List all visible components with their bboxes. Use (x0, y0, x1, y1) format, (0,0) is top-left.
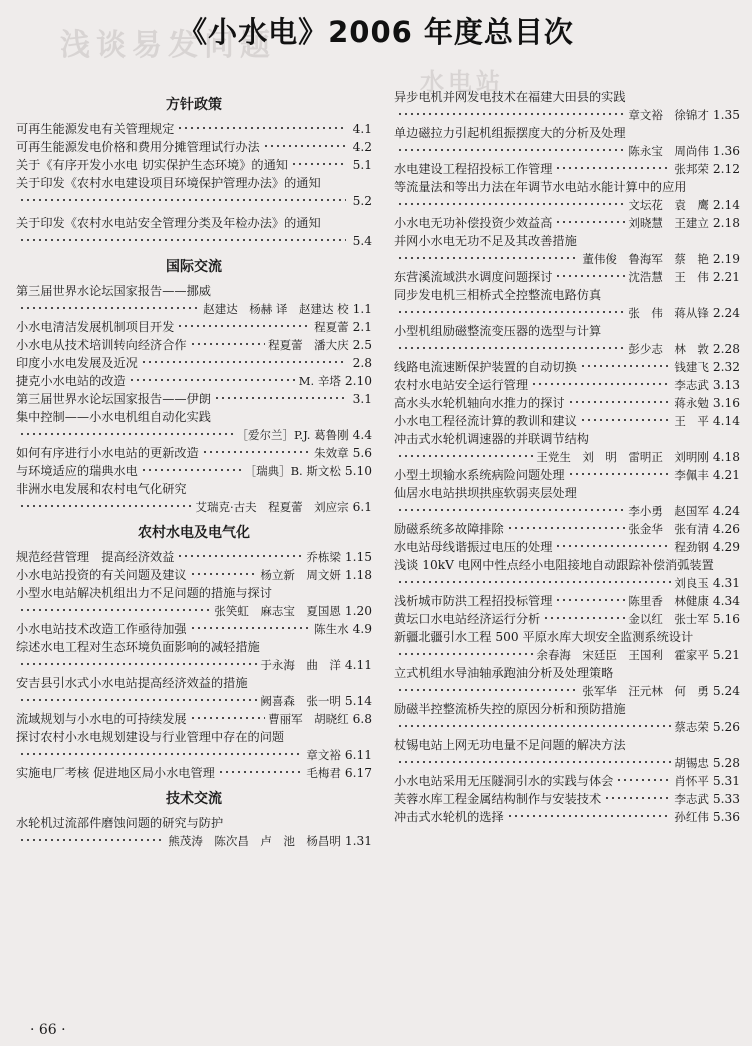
entry-page: 4.24 (712, 504, 740, 518)
entry-authors: 杨立新 周文妍 (260, 568, 341, 582)
entry-page: 3.13 (712, 378, 740, 392)
entry-title: 芙蓉水库工程金属结构制作与安装技术 (394, 792, 602, 806)
entry-title: 冲击式水轮机的选择 (394, 810, 504, 824)
entry-title: 并网小水电无功不足及其改善措施 (394, 234, 577, 248)
entry-title: 励磁半控整流桥失控的原因分析和预防措施 (394, 702, 626, 716)
entry-authors: 李小勇 赵国军 (628, 504, 709, 518)
entry-authors: 阙喜森 张一明 (260, 694, 341, 708)
toc-entry[interactable] (394, 466, 740, 484)
entry-authors: 张军华 汪元林 何 勇 (582, 684, 709, 698)
entry-title: 单边磁拉力引起机组振摆度大的分析及处理 (394, 126, 626, 140)
entry-page: 2.1 (352, 320, 372, 334)
entry-authors: 蔡志荣 (674, 720, 709, 734)
entry-page: 5.14 (344, 694, 372, 708)
entry-title: 小型机组励磁整流变压器的选型与计算 (394, 324, 602, 338)
entry-title: 立式机组水导油轴承跑油分析及处理策略 (394, 666, 614, 680)
leader-dots (555, 598, 625, 602)
leader-dots (291, 162, 346, 166)
leader-dots (397, 508, 625, 512)
leader-dots (141, 360, 346, 364)
leader-dots (397, 760, 671, 764)
entry-page: 4.11 (344, 658, 372, 672)
entry-page: 2.19 (712, 252, 740, 266)
entry-authors: 蒋永勉 (674, 396, 709, 410)
entry-title: 安吉县引水式小水电站提高经济效益的措施 (16, 676, 248, 690)
leader-dots (507, 814, 672, 818)
leader-dots (214, 396, 346, 400)
entry-title: 探讨农村小水电规划建设与行业管理中存在的问题 (16, 730, 285, 744)
entry-page: 2.8 (352, 356, 372, 370)
entry-page: 5.28 (712, 756, 740, 770)
entry-page: 4.29 (712, 540, 740, 554)
entry-authors: 钱建飞 (674, 360, 709, 374)
entry-title: 水电建设工程招投标工作管理 (394, 162, 553, 176)
entry-page: 1.35 (712, 108, 740, 122)
entry-page: 5.10 (344, 464, 372, 478)
leader-dots (397, 346, 625, 350)
entry-authors: 胡锡忠 (674, 756, 709, 770)
toc-entry[interactable] (394, 214, 740, 232)
entry-authors: 朱效章 (314, 446, 349, 460)
entry-authors: 王 平 (674, 414, 709, 428)
entry-page: 1.15 (344, 550, 372, 564)
leader-dots (555, 544, 671, 548)
entry-title: 小水电站投资的有关问题及建议 (16, 568, 187, 582)
entry-title: 小水电从技术培训转向经济合作 (16, 338, 187, 352)
page-number: · 66 · (30, 1022, 66, 1038)
entry-authors: 张邦荣 (674, 162, 709, 176)
entry-title: 集中控制——小水电机组自动化实践 (16, 410, 211, 424)
entry-title: 仙居水电站拱坝拱座软弱夹层处理 (394, 486, 577, 500)
entry-page: 6.17 (344, 766, 372, 780)
entry-page: 5.16 (712, 612, 740, 626)
leader-dots (19, 608, 211, 612)
entry-page: 3.16 (712, 396, 740, 410)
leader-dots (580, 418, 672, 422)
leader-dots (141, 468, 242, 472)
toc-entry[interactable] (394, 232, 740, 268)
leader-dots (397, 580, 671, 584)
leader-dots (19, 198, 346, 202)
leader-dots (543, 616, 625, 620)
entry-authors: 沈浩慧 王 伟 (628, 270, 709, 284)
entry-page: 5.31 (712, 774, 740, 788)
entry-page: 4.21 (712, 468, 740, 482)
leader-dots (397, 724, 671, 728)
toc-entry[interactable] (16, 548, 372, 566)
entry-title: 如何有序进行小水电站的更新改造 (16, 446, 199, 460)
entry-page: 2.24 (712, 306, 740, 320)
toc-entry[interactable] (16, 566, 372, 584)
toc-entry[interactable] (394, 268, 740, 286)
entry-authors: 熊茂涛 陈次昌 卢 池 杨昌明 (168, 834, 341, 848)
entry-title: 非洲水电发展和农村电气化研究 (16, 482, 187, 496)
toc-entry[interactable] (16, 138, 372, 156)
leader-dots (397, 310, 625, 314)
entry-page: 1.1 (352, 302, 372, 316)
toc-entry[interactable] (394, 700, 740, 736)
entry-title: 异步电机并网发电技术在福建大田县的实践 (394, 90, 626, 104)
entry-authors: 张笑虹 麻志宝 夏国恩 (214, 604, 341, 618)
toc-entry[interactable] (394, 610, 740, 628)
toc-entry[interactable] (16, 372, 372, 390)
entry-authors: 曹丽军 胡晓红 (268, 712, 349, 726)
leader-dots (177, 324, 311, 328)
toc-entry[interactable] (394, 592, 740, 610)
entry-authors: 文坛花 袁 鹰 (628, 198, 709, 212)
toc-entry[interactable] (394, 88, 740, 124)
toc-entry[interactable] (16, 120, 372, 138)
toc-entry[interactable] (16, 174, 372, 210)
leader-dots (202, 450, 311, 454)
leader-dots (531, 382, 671, 386)
section-heading: 农村水电及电气化 (138, 525, 250, 541)
entry-authors: 程夏蕾 (314, 320, 349, 334)
toc-entry[interactable] (394, 286, 740, 322)
entry-title: 农村水电站安全运行管理 (394, 378, 529, 392)
entry-title: 冲击式水轮机调速器的并联调节结构 (394, 432, 589, 446)
leader-dots (555, 166, 671, 170)
entry-title: 关于印发《农村水电站安全管理分类及年检办法》的通知 (16, 216, 321, 230)
entry-page: 4.34 (712, 594, 740, 608)
toc-entry[interactable] (394, 358, 740, 376)
leader-dots (397, 112, 625, 116)
entry-page: 2.10 (344, 374, 372, 388)
toc-entry[interactable] (16, 620, 372, 638)
entry-page: 6.8 (352, 712, 372, 726)
entry-title: 与环境适应的瑞典水电 (16, 464, 138, 478)
entry-page: 5.36 (712, 810, 740, 824)
toc-entry[interactable] (16, 462, 372, 480)
leader-dots (19, 752, 303, 756)
entry-page: 5.21 (712, 648, 740, 662)
leader-dots (507, 526, 626, 530)
entry-title: 小水电站技术改造工作亟待加强 (16, 622, 187, 636)
entry-title: 黄坛口水电站经济运行分析 (394, 612, 541, 626)
entry-authors: 毛梅君 (306, 766, 341, 780)
entry-authors: 艾瑞克·古夫 程夏蕾 刘应宗 (195, 500, 349, 514)
entry-page: 5.26 (712, 720, 740, 734)
entry-title: 等流量法和等出力法在年调节水电站水能计算中的应用 (394, 180, 687, 194)
entry-title: 捷克小水电站的改造 (16, 374, 126, 388)
entry-authors: 余春海 宋廷臣 王国利 霍家平 (536, 648, 709, 662)
leader-dots (555, 274, 625, 278)
entry-page: 5.6 (352, 446, 372, 460)
toc-entry[interactable] (16, 390, 372, 408)
entry-title: 关于《有序开发小水电 切实保护生态环境》的通知 (16, 158, 288, 172)
toc-entry[interactable] (394, 178, 740, 214)
leader-dots (568, 472, 672, 476)
toc-entry[interactable] (394, 124, 740, 160)
entry-title: 水电站母线谐振过电压的处理 (394, 540, 553, 554)
entry-page: 4.9 (352, 622, 372, 636)
leader-dots (190, 626, 311, 630)
entry-authors: 刘晓慧 王建立 (628, 216, 709, 230)
leader-dots (604, 796, 671, 800)
entry-page: 2.28 (712, 342, 740, 356)
toc-entry[interactable] (394, 394, 740, 412)
entry-authors: 程夏蕾 潘大庆 (268, 338, 349, 352)
leader-dots (19, 838, 165, 842)
leader-dots (129, 378, 296, 382)
toc-entry[interactable] (16, 814, 372, 850)
toc-entry[interactable] (16, 674, 372, 710)
entry-authors: 李志武 (674, 792, 709, 806)
leader-dots (19, 662, 257, 666)
entry-title: 印度小水电发展及近况 (16, 356, 138, 370)
entry-authors: 陈永宝 周尚伟 (628, 144, 709, 158)
entry-title: 新疆北疆引水工程 500 平原水库大坝安全监测系统设计 (394, 630, 694, 644)
entry-authors: 李佩丰 (674, 468, 709, 482)
leader-dots (190, 572, 258, 576)
entry-page: 2.14 (712, 198, 740, 212)
toc-entry[interactable] (394, 808, 740, 826)
leader-dots (19, 504, 192, 508)
entry-authors: 李志武 (674, 378, 709, 392)
leader-dots (397, 454, 533, 458)
entry-page: 4.1 (352, 122, 372, 136)
entry-title: 实施电厂考核 促进地区局小水电管理 (16, 766, 215, 780)
entry-title: 线路电流速断保护装置的自动切换 (394, 360, 577, 374)
entry-title: 浅谈 10kV 电网中性点经小电阻接地自动跟踪补偿消弧装置 (394, 558, 714, 572)
entry-page: 3.1 (352, 392, 372, 406)
entry-page: 2.21 (712, 270, 740, 284)
entry-page: 2.32 (712, 360, 740, 374)
toc-entry[interactable] (16, 480, 372, 516)
toc-entry[interactable] (394, 520, 740, 538)
entry-title: 小水电清洁发展机制项目开发 (16, 320, 175, 334)
entry-title: 规范经营管理 提高经济效益 (16, 550, 175, 564)
left-column (16, 88, 372, 850)
entry-page: 5.4 (352, 234, 372, 248)
leader-dots (19, 698, 257, 702)
entry-authors: 刘良玉 (674, 576, 709, 590)
entry-authors: 陈里香 林健康 (628, 594, 709, 608)
toc-entry[interactable] (394, 538, 740, 556)
toc-entry[interactable] (394, 790, 740, 808)
leader-dots (397, 688, 579, 692)
toc-entry[interactable] (394, 430, 740, 466)
entry-page: 4.31 (712, 576, 740, 590)
entry-title: 高水头水轮机轴向水推力的探讨 (394, 396, 565, 410)
entry-page: 5.2 (352, 194, 372, 208)
leader-dots (177, 554, 303, 558)
page-title: 《小水电》2006 年度总目次 (178, 15, 574, 49)
entry-authors: 于永海 曲 洋 (260, 658, 341, 672)
entry-page: 4.26 (712, 522, 740, 536)
entry-page: 1.20 (344, 604, 372, 618)
entry-page: 4.2 (352, 140, 372, 154)
leader-dots (555, 220, 625, 224)
leader-dots (19, 432, 234, 436)
entry-title: 杖锡电站上网无功电量不足问题的解决方法 (394, 738, 626, 752)
leader-dots (616, 778, 671, 782)
toc-entry[interactable] (16, 282, 372, 318)
entry-page: 2.18 (712, 216, 740, 230)
leader-dots (19, 306, 200, 310)
toc-entry[interactable] (16, 354, 372, 372)
entry-authors: ［爱尔兰］P.J. 葛鲁刚 (236, 428, 349, 442)
entry-authors: 章文裕 徐锦才 (628, 108, 709, 122)
entry-authors: 张 伟 蒋从锋 (628, 306, 709, 320)
entry-title: 小型水电站解决机组出力不足问题的措施与探讨 (16, 586, 272, 600)
toc-entry[interactable] (394, 736, 740, 772)
entry-page: 1.18 (344, 568, 372, 582)
entry-title: 东营溪流域洪水调度问题探讨 (394, 270, 553, 284)
entry-authors: 金以红 张士军 (628, 612, 709, 626)
bleed-through-text: 水电站 (420, 68, 504, 96)
entry-page: 2.12 (712, 162, 740, 176)
entry-authors: 陈生水 (314, 622, 349, 636)
toc-entry[interactable] (394, 322, 740, 358)
toc-entry[interactable] (16, 318, 372, 336)
entry-page: 4.4 (352, 428, 372, 442)
bleed-through-text: 浅谈易发问题 (60, 28, 276, 63)
entry-authors: 孙红伟 (674, 810, 709, 824)
entry-title: 关于印发《农村水电建设项目环境保护管理办法》的通知 (16, 176, 321, 190)
entry-page: 5.24 (712, 684, 740, 698)
toc-entry[interactable] (394, 556, 740, 592)
toc-entry[interactable] (16, 444, 372, 462)
entry-page: 1.36 (712, 144, 740, 158)
entry-title: 小水电工程径流计算的教训和建议 (394, 414, 577, 428)
entry-authors: 乔栋梁 (306, 550, 341, 564)
entry-authors: 张金华 张有清 (628, 522, 709, 536)
entry-authors: M. 辛塔 (298, 374, 341, 388)
leader-dots (397, 202, 625, 206)
entry-title: 可再生能源发电价格和费用分摊管理试行办法 (16, 140, 260, 154)
toc-entry[interactable] (16, 156, 372, 174)
entry-authors: 彭少志 林 敦 (628, 342, 709, 356)
toc-entry[interactable] (16, 710, 372, 728)
entry-page: 1.31 (344, 834, 372, 848)
entry-page: 4.18 (712, 450, 740, 464)
leader-dots (580, 364, 672, 368)
entry-page: 4.14 (712, 414, 740, 428)
entry-page: 6.11 (344, 748, 372, 762)
entry-authors: 赵建达 杨赫 译 赵建达 校 (203, 302, 349, 316)
toc-entry[interactable] (16, 214, 372, 250)
entry-authors: ［瑞典］B. 斯文松 (244, 464, 341, 478)
leader-dots (263, 144, 346, 148)
toc-entry[interactable] (16, 584, 372, 620)
entry-title: 可再生能源发电有关管理规定 (16, 122, 175, 136)
toc-entry[interactable] (16, 728, 372, 764)
leader-dots (397, 652, 533, 656)
leader-dots (568, 400, 672, 404)
entry-page: 5.33 (712, 792, 740, 806)
entry-page: 6.1 (352, 500, 372, 514)
toc-entry[interactable] (394, 628, 740, 664)
entry-title: 流域规划与小水电的可持续发展 (16, 712, 187, 726)
entry-title: 同步发电机三相桥式全控整流电路仿真 (394, 288, 602, 302)
toc-entry[interactable] (394, 772, 740, 790)
leader-dots (177, 126, 345, 130)
toc-entry[interactable] (394, 412, 740, 430)
entry-title: 小水电站采用无压隧洞引水的实践与体会 (394, 774, 614, 788)
leader-dots (397, 256, 579, 260)
entry-title: 水轮机过流部件磨蚀问题的研究与防护 (16, 816, 224, 830)
toc-entry[interactable] (394, 664, 740, 700)
entry-title: 综述水电工程对生态环境负面影响的减轻措施 (16, 640, 260, 654)
entry-title: 浅析城市防洪工程招投标管理 (394, 594, 553, 608)
toc-entry[interactable] (16, 336, 372, 354)
entry-page: 5.1 (352, 158, 372, 172)
section-heading: 方针政策 (166, 97, 222, 113)
entry-title: 第三届世界水论坛国家报告——挪威 (16, 284, 211, 298)
leader-dots (397, 148, 625, 152)
entry-title: 小型土坝输水系统病险问题处理 (394, 468, 565, 482)
toc-entry[interactable] (16, 638, 372, 674)
toc-entry[interactable] (16, 764, 372, 782)
toc-entry[interactable] (394, 484, 740, 520)
toc-entry[interactable] (394, 376, 740, 394)
section-heading: 技术交流 (166, 791, 222, 807)
entry-authors: 王党生 刘 明 雷明正 刘明刚 (536, 450, 709, 464)
leader-dots (190, 342, 265, 346)
entry-authors: 董伟俊 鲁海军 蔡 艳 (582, 252, 709, 266)
entry-authors: 肖怀平 (674, 774, 709, 788)
section-heading: 国际交流 (166, 259, 222, 275)
toc-entry[interactable] (16, 408, 372, 444)
entry-title: 励磁系统多故障排除 (394, 522, 504, 536)
toc-entry[interactable] (394, 160, 740, 178)
entry-title: 小水电无功补偿投资少效益高 (394, 216, 553, 230)
right-column (394, 88, 740, 826)
entry-title: 第三届世界水论坛国家报告——伊朗 (16, 392, 211, 406)
leader-dots (190, 716, 265, 720)
leader-dots (19, 238, 346, 242)
entry-authors: 章文裕 (306, 748, 341, 762)
entry-authors: 程劲钢 (674, 540, 709, 554)
leader-dots (218, 770, 303, 774)
entry-page: 2.5 (352, 338, 372, 352)
